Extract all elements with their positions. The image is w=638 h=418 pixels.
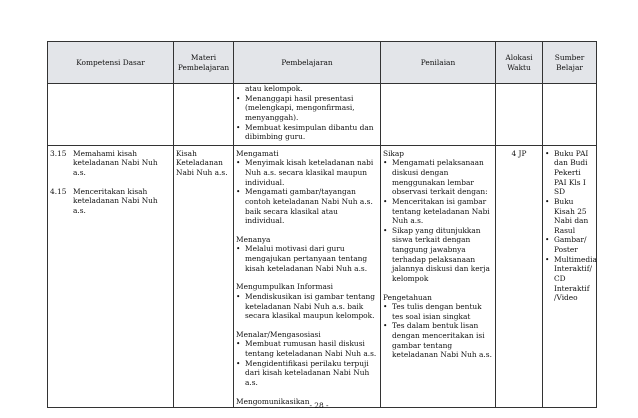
syllabus-table	[47, 41, 597, 408]
list-item: • Mengidentifikasi perilaku terpuji dari kisah keteladanan Nabi Nuh a.s.	[236, 359, 378, 388]
bullet-list	[545, 148, 597, 303]
bullet-list	[236, 244, 378, 273]
continued-bullet-list	[236, 94, 378, 142]
list-item: • Sikap yang ditunjukkan siswa terkait dengan tanggung jawabnya terhadap pelaksanaan jalannya diskusi dan kerja kelompok	[383, 226, 493, 284]
table-row-continued	[48, 84, 597, 146]
list-item: • Multimedia Interaktif/ CD Interaktif /Video	[545, 255, 594, 303]
cell-empty	[543, 84, 597, 146]
header-penilaian: Penilaian	[381, 42, 496, 84]
cell-pembelajaran	[234, 145, 381, 407]
cell-empty	[48, 84, 174, 146]
cell-alokasi-waktu: 4 JP	[496, 145, 543, 407]
kd-number: 4.15	[50, 186, 67, 196]
list-item: • Gambar/ Poster	[545, 235, 594, 254]
kd-text: Menceritakan kisah keteladanan Nabi Nuh a.s.	[73, 186, 158, 215]
cell-empty	[381, 84, 496, 146]
bullet-list	[383, 158, 493, 283]
header-alokasi-waktu: Alokasi Waktu	[496, 42, 543, 84]
list-item: • Mengamati pelaksanaan diskusi dengan menggunakan lembar observasi terkait dengan:	[383, 158, 493, 197]
table-header-row	[48, 42, 597, 84]
list-item: • Tes tulis dengan bentuk tes soal isian singkat	[383, 302, 493, 321]
kd-text: Memahami kisah keteladanan Nabi Nuh a.s.	[73, 148, 158, 177]
list-item: • Mendiskusikan isi gambar tentang keteladanan Nabi Nuh a.s. baik secara klasikal maupun kelompok.	[236, 292, 378, 321]
section-title-pengetahuan: Pengetahuan	[383, 292, 432, 302]
table-row	[48, 145, 597, 407]
bullet-list	[236, 339, 378, 387]
section-title-mengomunikasikan: Mengomunikasikan	[236, 396, 310, 406]
cell-penilaian	[381, 145, 496, 407]
list-item: • Menyimak kisah keteladanan nabi Nuh a.s. secara klasikal maupun individual.	[236, 158, 378, 187]
list-item: • Menceritakan isi gambar tentang keteladanan Nabi Nuh a.s.	[383, 197, 493, 226]
list-item: • Melalui motivasi dari guru mengajukan pertanyaan tentang kisah keteladanan Nabi Nuh a.s.	[236, 244, 378, 273]
kd-item	[50, 149, 171, 178]
header-materi-pembelajaran: Materi Pembelajaran	[174, 42, 234, 84]
header-kompetensi-dasar: Kompetensi Dasar	[48, 42, 174, 84]
kd-item	[50, 187, 171, 216]
bullet-list	[383, 302, 493, 360]
continued-line: atau kelompok.	[245, 84, 303, 93]
cell-empty	[496, 84, 543, 146]
section-title-menanya: Menanya	[236, 234, 271, 244]
list-item: • Membuat kesimpulan dibantu dan dibimbing guru.	[236, 123, 378, 142]
cell-materi: Kisah Keteladanan Nabi Nuh a.s.	[174, 145, 234, 407]
section-title-sikap: Sikap	[383, 148, 405, 158]
list-item: • Tes dalam bentuk lisan dengan menceritakan isi gambar tentang keteladanan Nabi Nuh a.s.	[383, 321, 493, 360]
kd-number: 3.15	[50, 148, 67, 158]
list-item: • Buku PAI dan Budi Pekerti PAI Kls I SD	[545, 149, 594, 197]
section-title-mengumpulkan-informasi: Mengumpulkan Informasi	[236, 282, 334, 292]
list-item: • Mengamati gambar/tayangan contoh keteladanan Nabi Nuh a.s. baik secara klasikal atau individual.	[236, 187, 378, 226]
list-item: • Menanggapi hasil presentasi (melengkapi, mengonfirmasi, menyanggah).	[236, 94, 378, 123]
cell-empty	[174, 84, 234, 146]
list-item: • Membuat rumusan hasil diskusi tentang keteladanan Nabi Nuh a.s.	[236, 339, 378, 358]
header-sumber-belajar: Sumber Belajar	[543, 42, 597, 84]
cell-kompetensi-dasar	[48, 145, 174, 407]
cell-pembelajaran-continued	[234, 84, 381, 146]
header-pembelajaran: Pembelajaran	[234, 42, 381, 84]
cell-sumber-belajar	[543, 145, 597, 407]
section-title-mengamati: Mengamati	[236, 148, 279, 158]
list-item: • Buku Kisah 25 Nabi dan Rasul	[545, 197, 594, 236]
page-number: - 28 -	[309, 401, 329, 410]
section-title-menalar: Menalar/Mengasosiasi	[236, 329, 321, 339]
bullet-list	[236, 292, 378, 321]
bullet-list	[236, 158, 378, 225]
